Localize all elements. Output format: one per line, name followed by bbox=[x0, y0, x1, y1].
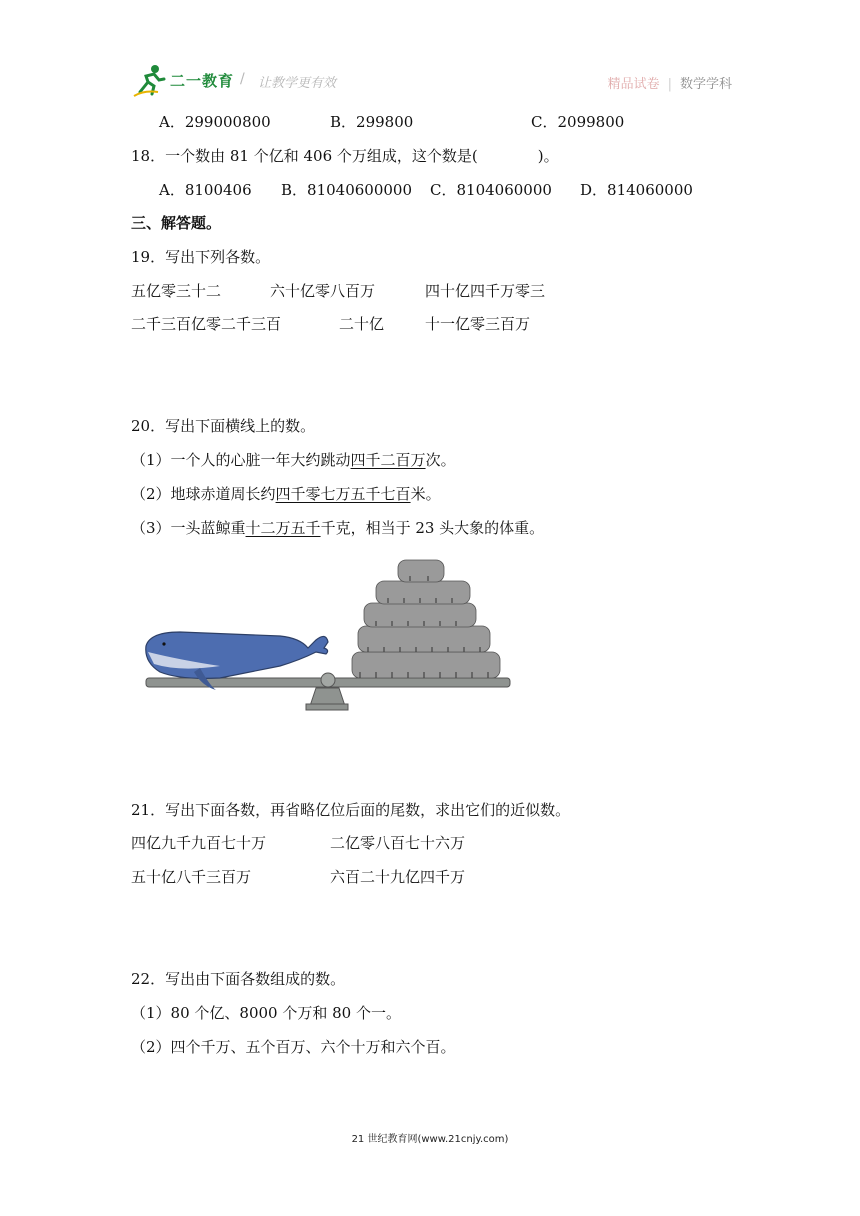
q19-item-6: 十一亿零三百万 bbox=[425, 315, 531, 333]
page-footer: 21 世纪教育网(www.21cnjy.com) bbox=[351, 1134, 509, 1145]
header-right bbox=[608, 73, 732, 92]
q20-sub-3-pre: （3）一头蓝鲸重 bbox=[131, 519, 246, 537]
header-label-premium: 精品试卷 bbox=[607, 77, 660, 92]
q21-item-4: 六百二十九亿四千万 bbox=[330, 868, 466, 886]
q19-item-5: 二十亿 bbox=[339, 315, 385, 333]
q20-title: 20．写出下面横线上的数。 bbox=[131, 417, 316, 435]
q20-sub-2 bbox=[131, 484, 441, 504]
logo-text: 二一教育 bbox=[170, 72, 235, 90]
q18-option-a: A．8100406 bbox=[159, 181, 252, 199]
q20-sub-2-pre: （2）地球赤道周长约 bbox=[131, 485, 276, 503]
q20-sub-3-post: 千克，相当于 23 头大象的体重。 bbox=[320, 519, 545, 537]
q22-title: 22．写出由下面各数组成的数。 bbox=[131, 970, 346, 988]
header-divider: | bbox=[667, 77, 672, 92]
q19-item-4: 二千三百亿零二千三百 bbox=[131, 315, 282, 333]
q18-option-b: B．81040600000 bbox=[281, 181, 413, 199]
q20-sub-2-post: 米。 bbox=[410, 485, 441, 503]
q20-sub-1-post: 次。 bbox=[425, 451, 456, 469]
page-header bbox=[132, 62, 732, 98]
q20-sub-1-pre: （1）一个人的心脏一年大约跳动 bbox=[131, 451, 351, 469]
logo-separator: / bbox=[240, 71, 245, 87]
whale-elephant-balance-illustration bbox=[140, 556, 520, 716]
q19-item-2: 六十亿零八百万 bbox=[270, 282, 376, 300]
runner-logo-icon bbox=[132, 62, 168, 98]
q20-sub-3 bbox=[131, 518, 544, 538]
q20-sub-2-underlined: 四千零七万五千七百 bbox=[275, 485, 411, 503]
q18-option-c: C．8104060000 bbox=[430, 181, 552, 199]
q22-sub-1: （1）80 个亿、8000 个万和 80 个一。 bbox=[131, 1004, 401, 1022]
q21-item-2: 二亿零八百七十六万 bbox=[330, 834, 466, 852]
q21-item-3: 五十亿八千三百万 bbox=[131, 868, 252, 886]
q22-sub-2: （2）四个千万、五个百万、六个十万和六个百。 bbox=[131, 1038, 456, 1056]
q20-sub-1-underlined: 四千二百万 bbox=[350, 451, 426, 469]
header-label-subject: 数学学科 bbox=[679, 77, 732, 92]
q19-item-1: 五亿零三十二 bbox=[131, 282, 222, 300]
logo bbox=[132, 62, 472, 98]
q20-sub-3-underlined: 十二万五千 bbox=[245, 519, 321, 537]
q18-option-d: D．814060000 bbox=[580, 181, 693, 199]
q21-item-1: 四亿九千九百七十万 bbox=[131, 834, 267, 852]
section-heading: 三、解答题。 bbox=[131, 214, 222, 232]
q19-item-3: 四十亿四千万零三 bbox=[425, 282, 546, 300]
q21-title: 21．写出下面各数，再省略亿位后面的尾数，求出它们的近似数。 bbox=[131, 801, 571, 819]
elephant-pyramid-icon bbox=[352, 560, 500, 678]
q17-option-a: A．299000800 bbox=[159, 113, 271, 131]
q20-sub-1 bbox=[131, 450, 456, 470]
logo-slogan: 让教学更有效 bbox=[258, 76, 337, 91]
q18-text: 18．一个数由 81 个亿和 406 个万组成，这个数是( )。 bbox=[131, 147, 559, 165]
q17-option-c: C．2099800 bbox=[531, 113, 625, 131]
q17-option-b: B．299800 bbox=[330, 113, 414, 131]
q19-title: 19．写出下列各数。 bbox=[131, 248, 271, 266]
